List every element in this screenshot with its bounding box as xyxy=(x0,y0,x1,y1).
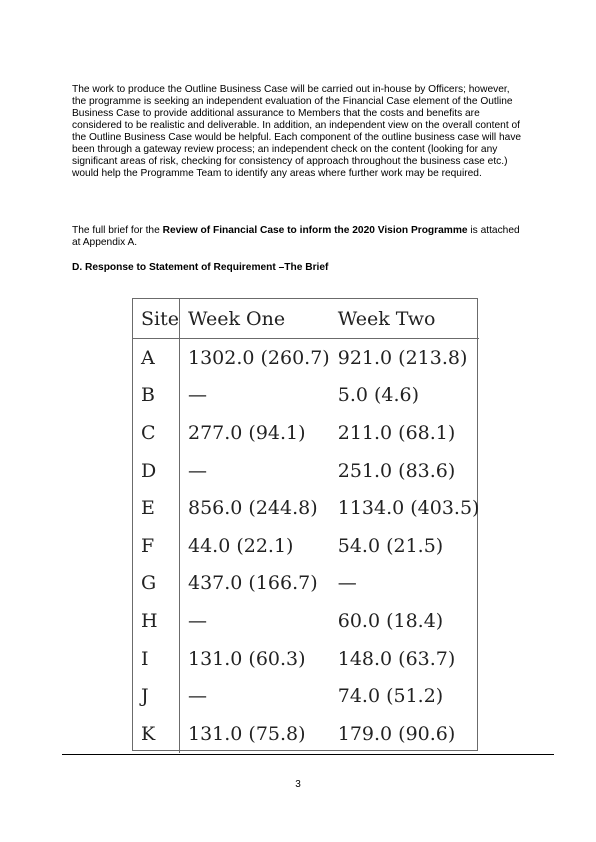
cell-site: H xyxy=(133,602,179,640)
cell-site: D xyxy=(133,452,179,490)
brief-title: Review of Financial Case to inform the 2020 Vision Programme xyxy=(162,225,468,236)
table-row xyxy=(133,715,479,753)
table-row xyxy=(133,602,479,640)
footer-rule xyxy=(62,754,554,755)
header-week-one: Week One xyxy=(179,299,329,339)
table-row xyxy=(133,489,479,527)
table-row xyxy=(133,640,479,678)
cell-week-one: — xyxy=(187,685,207,708)
site-table xyxy=(132,298,478,751)
cell-week-one: 131.0 (60.3) xyxy=(187,647,306,670)
cell-week-one: 1302.0 (260.7) xyxy=(187,346,330,369)
table-body xyxy=(133,339,479,753)
cell-site: K xyxy=(133,715,179,753)
page-number: 3 xyxy=(295,779,301,790)
section-heading: D. Response to Statement of Requirement –The Brief xyxy=(72,262,329,273)
cell-week-one: — xyxy=(187,609,207,632)
cell-week-two: 74.0 (51.2) xyxy=(337,685,444,708)
table-row xyxy=(133,677,479,715)
cell-site: B xyxy=(133,377,179,415)
cell-week-two: 54.0 (21.5) xyxy=(337,534,444,557)
brief-paragraph xyxy=(72,225,524,249)
cell-week-one: 437.0 (166.7) xyxy=(187,572,318,595)
cell-week-one: 44.0 (22.1) xyxy=(187,534,294,557)
cell-week-one: — xyxy=(187,384,207,407)
intro-paragraph: The work to produce the Outline Business Case will be carried out in-house by Officers; however, the programme is seeking an independent evaluation of the Financial Case element of the Outline Business Case to provide additional assurance to Members that the costs and benefits are considered to be realistic and deliverable. In addition, an independent view on the overall content of the Outline Business Case would be helpful. Each component of the outline business case will have been through a gateway review process; an independent check on the content (looking for any significant areas of risk, checking for consistency of approach throughout the business case etc.) would help the Programme Team to identify any areas where further work may be required. xyxy=(72,84,522,179)
cell-week-two: 148.0 (63.7) xyxy=(337,647,456,670)
header-week-two: Week Two xyxy=(330,299,480,339)
cell-week-one: 856.0 (244.8) xyxy=(187,497,318,520)
cell-site: F xyxy=(133,527,179,565)
brief-prefix: The full brief for the xyxy=(72,225,163,236)
cell-week-two: 211.0 (68.1) xyxy=(337,421,456,444)
table-row xyxy=(133,565,479,603)
cell-week-one: 277.0 (94.1) xyxy=(187,421,306,444)
cell-week-one: 131.0 (75.8) xyxy=(187,722,306,745)
table-row xyxy=(133,452,479,490)
header-site: Site xyxy=(133,299,179,339)
cell-site: I xyxy=(133,640,179,678)
cell-week-two: 179.0 (90.6) xyxy=(337,722,456,745)
cell-site: A xyxy=(133,339,179,377)
table-row xyxy=(133,414,479,452)
cell-week-two: 5.0 (4.6) xyxy=(337,384,420,407)
cell-site: C xyxy=(133,414,179,452)
cell-site: G xyxy=(133,565,179,603)
cell-week-two: 921.0 (213.8) xyxy=(337,346,468,369)
brief-suffix: is attached at Appendix A. xyxy=(72,225,520,248)
cell-week-two: 251.0 (83.6) xyxy=(337,459,456,482)
cell-week-one: — xyxy=(187,459,207,482)
cell-week-two: 1134.0 (403.5) xyxy=(337,497,480,520)
table-header-row xyxy=(133,299,479,339)
table-row xyxy=(133,339,479,377)
cell-week-two: 60.0 (18.4) xyxy=(337,609,444,632)
cell-site: E xyxy=(133,489,179,527)
cell-week-two: — xyxy=(337,572,357,595)
table-row xyxy=(133,377,479,415)
table-row xyxy=(133,527,479,565)
cell-site: J xyxy=(133,677,179,715)
